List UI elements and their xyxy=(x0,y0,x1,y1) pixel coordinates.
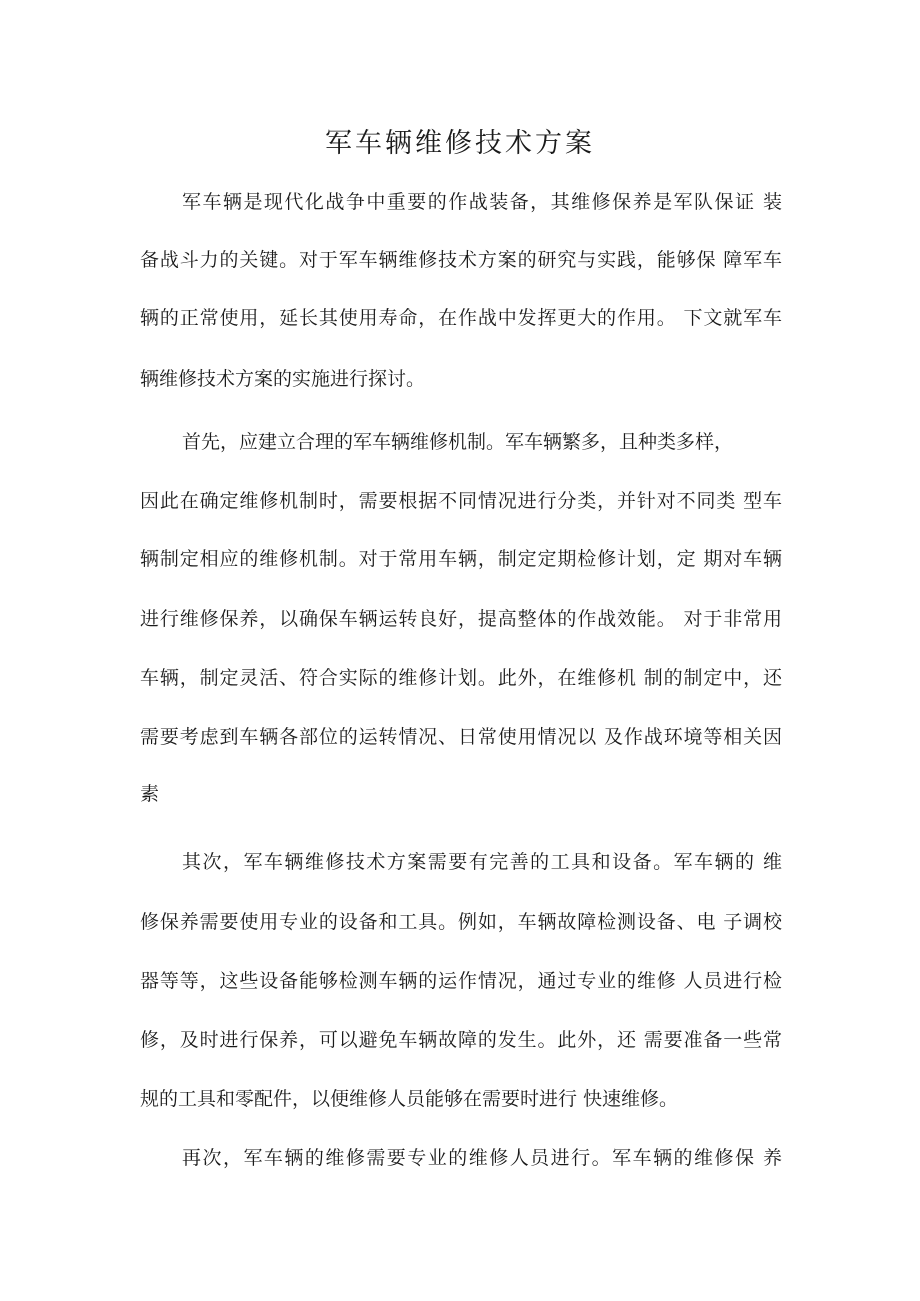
paragraph-3-line-1: 其次，军车辆维修技术方案需要有完善的工具和设备。军车辆的 维 xyxy=(182,851,782,873)
paragraph-1-line-4: 辆维修技术方案的实施进行探讨。 xyxy=(140,368,426,390)
paragraph-3-line-2: 修保养需要使用专业的设备和工具。例如，车辆故障检测设备、电 子调校 xyxy=(140,911,782,933)
paragraph-2-line-5: 车辆，制定灵活、符合实际的维修计划。此外，在维修机 制的制定中，还 xyxy=(140,667,782,689)
paragraph-3-line-3: 器等等，这些设备能够检测车辆的运作情况，通过专业的维修 人员进行检 xyxy=(140,970,782,992)
paragraph-2-line-3: 辆制定相应的维修机制。对于常用车辆，制定定期检修计划，定 期对车辆 xyxy=(140,548,782,570)
paragraph-3-line-5: 规的工具和零配件，以便维修人员能够在需要时进行 快速维修。 xyxy=(140,1088,679,1110)
paragraph-1-line-2: 备战斗力的关键。对于军车辆维修技术方案的研究与实践，能够保 障军车 xyxy=(140,249,782,271)
paragraph-4-line-1: 再次，军车辆的维修需要专业的维修人员进行。军车辆的维修保 养 xyxy=(182,1147,782,1169)
paragraph-2-line-4: 进行维修保养，以确保车辆运转良好，提高整体的作战效能。 对于非常用 xyxy=(140,608,782,630)
paragraph-2-line-6: 需要考虑到车辆各部位的运转情况、日常使用情况以 及作战环境等相关因 xyxy=(140,726,782,748)
paragraph-1-line-3: 辆的正常使用，延长其使用寿命，在作战中发挥更大的作用。 下文就军车 xyxy=(140,307,782,329)
paragraph-2-line-2: 因此在确定维修机制时，需要根据不同情况进行分类，并针对不同类 型车 xyxy=(140,490,782,512)
paragraph-1-line-1: 军车辆是现代化战争中重要的作战装备，其维修保养是军队保证 装 xyxy=(182,191,782,213)
document-title: 军车辆维修技术方案 xyxy=(325,128,595,159)
paragraph-3-line-4: 修，及时进行保养，可以避免车辆故障的发生。此外，还 需要准备一些常 xyxy=(140,1029,782,1051)
paragraph-2-line-7: 素 xyxy=(140,783,160,805)
paragraph-2-line-1: 首先，应建立合理的军车辆维修机制。军车辆繁多，且种类多样， xyxy=(182,431,734,453)
